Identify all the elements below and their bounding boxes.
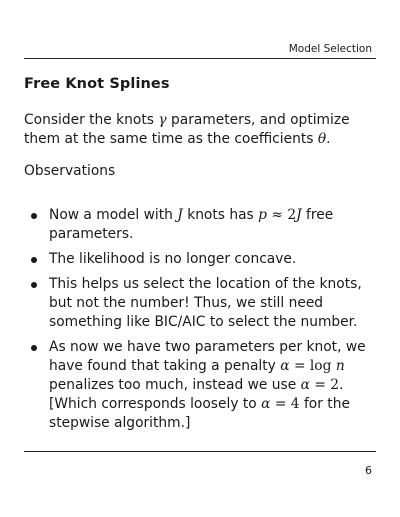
observation-list bbox=[29, 206, 379, 439]
bullet-icon bbox=[31, 257, 37, 263]
math-approx: ≈ 2 bbox=[266, 207, 297, 223]
math-alpha: α bbox=[261, 396, 271, 412]
intro-text-2: parameters, and optimize them at the same time as the coefficients bbox=[24, 112, 350, 147]
gamma-symbol: γ bbox=[158, 112, 167, 128]
slide-title: Free Knot Splines bbox=[24, 76, 170, 92]
math-eq-2: = 2 bbox=[309, 377, 340, 393]
list-item bbox=[29, 338, 379, 433]
list-item bbox=[29, 250, 379, 269]
list-item bbox=[29, 206, 379, 244]
math-J: J bbox=[177, 207, 183, 223]
page-number: 6 bbox=[365, 464, 372, 477]
math-eq-log: = log bbox=[289, 358, 336, 374]
bullet-4-text-4: for the stepwise algorithm.] bbox=[49, 396, 350, 431]
observations-heading: Observations bbox=[24, 163, 116, 179]
math-eq-4: = 4 bbox=[270, 396, 300, 412]
list-item bbox=[29, 275, 379, 332]
bullet-1-text-1: Now a model with bbox=[49, 207, 178, 223]
math-p: p bbox=[258, 207, 267, 223]
bullet-4-text-1: As now we have two parameters per knot, we have found that taking a penalty bbox=[49, 339, 366, 374]
top-rule bbox=[24, 58, 376, 59]
bullet-icon bbox=[31, 213, 37, 219]
bullet-3-text: This helps us select the location of the knots, but not the number! Thus, we still need something like BIC/AIC to select the number. bbox=[49, 276, 362, 330]
bullet-4-text-3: . [Which corresponds loosely to bbox=[49, 377, 344, 412]
bullet-2-text: The likelihood is no longer concave. bbox=[49, 251, 297, 267]
bullet-1-text-2: knots has bbox=[182, 207, 259, 223]
math-alpha: α bbox=[280, 358, 290, 374]
section-header: Model Selection bbox=[288, 43, 372, 55]
math-alpha: α bbox=[300, 377, 310, 393]
bottom-rule bbox=[24, 451, 376, 452]
bullet-1-text-3: free parameters. bbox=[49, 207, 334, 242]
math-n: n bbox=[335, 358, 345, 374]
intro-text-3: . bbox=[326, 131, 331, 147]
intro-paragraph bbox=[24, 111, 380, 149]
bullet-4-text-2: penalizes too much, instead we use bbox=[49, 377, 301, 393]
bullet-icon bbox=[31, 345, 37, 351]
theta-symbol: θ bbox=[317, 131, 327, 147]
intro-text-1: Consider the knots bbox=[24, 112, 159, 128]
math-J: J bbox=[296, 207, 302, 223]
bullet-icon bbox=[31, 282, 37, 288]
